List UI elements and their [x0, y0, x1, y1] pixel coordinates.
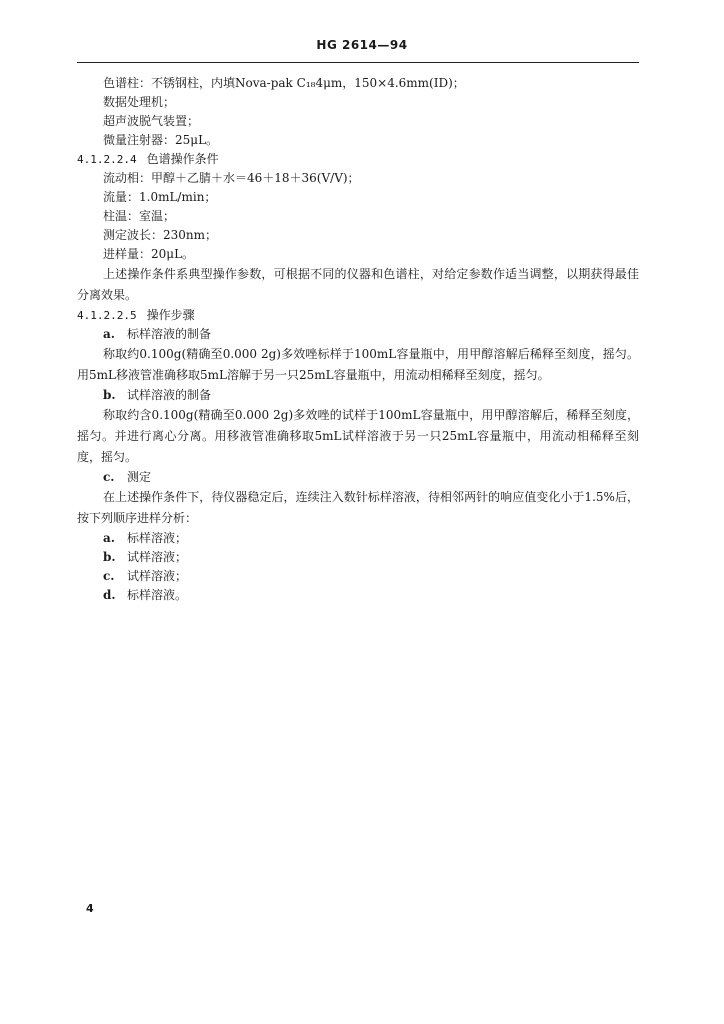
- list-marker: c.: [103, 569, 115, 583]
- sequence-item: [77, 529, 639, 548]
- section-heading-4-1-2-2-5: [77, 306, 639, 325]
- sequence-text: 标样溶液。: [127, 588, 188, 602]
- section-number: 4.1.2.2.4: [77, 153, 137, 166]
- list-marker: c.: [103, 470, 115, 484]
- sequence-text: 试样溶液；: [127, 550, 188, 564]
- sequence-item: [77, 548, 639, 567]
- sequence-text: 试样溶液；: [127, 569, 188, 583]
- condition-line: 柱温：室温；: [103, 209, 176, 223]
- condition-line: 流动相：甲醇＋乙腈＋水＝46＋18＋36(V/V)；: [103, 171, 360, 185]
- list-marker: d.: [103, 588, 116, 602]
- sequence-item: [77, 586, 639, 605]
- condition-line: 流量：1.0mL/min；: [103, 190, 217, 204]
- subsection-c-heading: [77, 468, 639, 487]
- list-marker: b.: [103, 388, 116, 402]
- sequence-text: 标样溶液；: [127, 531, 188, 545]
- subsection-b-text: 称取约含0.100g(精确至0.000 2g)多效唑的试样于100mL容量瓶中，用甲醇溶解后，稀释至刻度，摇匀。并进行离心分离。用移液管准确移取5mL试样溶液于另一只25mL容量瓶中，用流动相稀释至刻度，摇匀。: [77, 408, 639, 464]
- section-title: 色谱操作条件: [146, 152, 219, 166]
- list-marker: b.: [103, 550, 116, 564]
- condition-line: 测定波长：230nm；: [103, 228, 218, 242]
- subsection-b-heading: [77, 386, 639, 405]
- subsection-title: 测定: [127, 470, 152, 484]
- subsection-c-text: 在上述操作条件下，待仪器稳定后，连续注入数针标样溶液，待相邻两针的响应值变化小于1.5%后，按下列顺序进样分析：: [77, 490, 639, 525]
- subsection-title: 试样溶液的制备: [127, 388, 212, 402]
- subsection-a-heading: [77, 325, 639, 344]
- page-header-code: HG 2614—94: [316, 38, 408, 52]
- conditions-note: 上述操作条件系典型操作参数，可根据不同的仪器和色谱柱，对给定参数作适当调整，以期获得最佳分离效果。: [77, 267, 639, 302]
- equipment-line: 微量注射器：25μL。: [103, 133, 219, 147]
- list-marker: a.: [103, 327, 115, 341]
- header-rule: [77, 62, 639, 63]
- equipment-line: 超声波脱气装置；: [103, 114, 200, 128]
- equipment-line: 色谱柱：不锈钢柱，内填Nova-pak C₁₈4μm，150×4.6mm(ID)；: [103, 76, 465, 90]
- condition-line: 进样量：20μL。: [103, 247, 195, 261]
- section-title: 操作步骤: [146, 308, 195, 322]
- page-number: 4: [86, 902, 94, 915]
- document-body: [77, 74, 639, 605]
- subsection-a-text: 称取约0.100g(精确至0.000 2g)多效唑标样于100mL容量瓶中，用甲醇溶解后稀释至刻度，摇匀。用5mL移液管准确移取5mL溶解于另一只25mL容量瓶中，用流动相稀释至刻度，摇匀。: [77, 347, 639, 382]
- section-number: 4.1.2.2.5: [77, 309, 137, 322]
- list-marker: a.: [103, 531, 115, 545]
- section-heading-4-1-2-2-4: [77, 150, 639, 169]
- subsection-title: 标样溶液的制备: [127, 327, 212, 341]
- equipment-line: 数据处理机；: [103, 95, 176, 109]
- sequence-item: [77, 567, 639, 586]
